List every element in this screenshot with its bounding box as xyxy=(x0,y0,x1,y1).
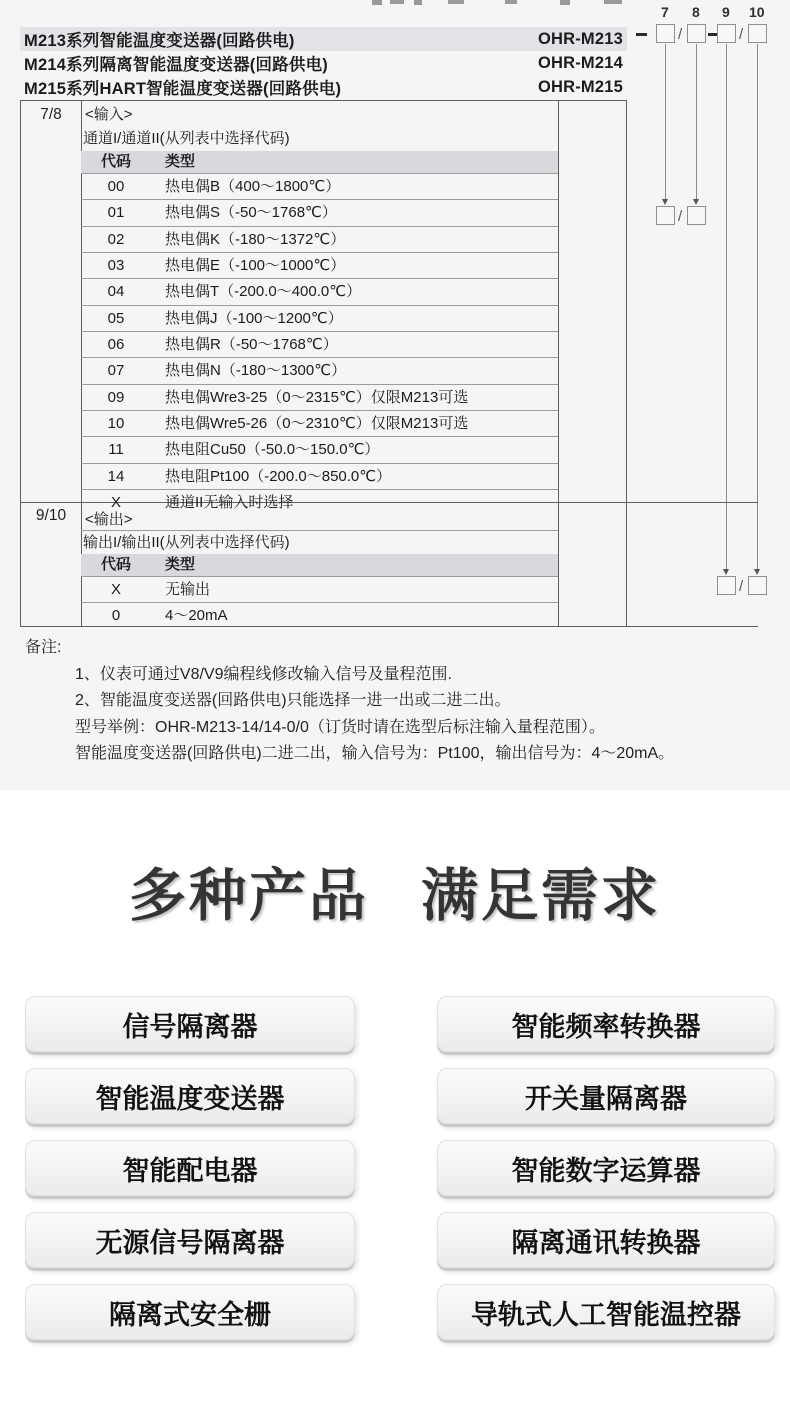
table-row xyxy=(81,463,558,489)
product-row-m215 xyxy=(20,75,627,99)
table-row xyxy=(81,331,558,357)
column-header-code: 代码 xyxy=(100,153,131,170)
promo-title-part2: 满足需求 xyxy=(421,864,661,928)
table-row xyxy=(81,226,558,252)
clipped-text-fragment xyxy=(604,0,622,4)
output-section xyxy=(81,505,558,628)
table-border-vertical xyxy=(626,100,627,627)
note-line: 1、仪表可通过V8/V9编程线修改输入信号及量程范围. xyxy=(75,665,452,683)
table-row xyxy=(81,278,558,304)
code-slash: / xyxy=(678,208,683,225)
product-row-m214 xyxy=(20,51,627,75)
option-type: 热电偶K（-180～1372℃） xyxy=(165,230,346,248)
option-type: 热电偶T（-200.0～400.0℃） xyxy=(165,283,362,301)
clipped-text-fragment xyxy=(505,0,517,4)
notes-heading: 备注: xyxy=(25,639,62,656)
category-button-distributor[interactable]: 智能配电器 xyxy=(25,1140,355,1196)
option-type: 通道II无输入时选择 xyxy=(165,494,294,512)
option-code: 04 xyxy=(107,283,125,301)
table-row xyxy=(81,305,558,331)
note-line: 2、智能温度变送器(回路供电)只能选择一进一出或二进二出。 xyxy=(75,692,511,709)
product-model: OHR-M213 xyxy=(537,29,623,48)
product-model: OHR-M215 xyxy=(537,77,623,96)
option-code: 14 xyxy=(107,467,125,485)
note-line: 型号举例：OHR-M213-14/14-0/0（订货时请在选型后标注输入量程范围）。 xyxy=(75,718,605,736)
position-label-78: 7/8 xyxy=(40,106,62,123)
code-box-10 xyxy=(748,24,767,43)
product-row-m213 xyxy=(20,27,627,51)
category-button-frequency-converter[interactable]: 智能频率转换器 xyxy=(437,996,775,1052)
column-header-type: 类型 xyxy=(165,556,196,573)
option-code: 07 xyxy=(107,362,125,380)
output-section-title: <输出> xyxy=(81,505,558,531)
option-code: 00 xyxy=(107,178,125,195)
option-code: 10 xyxy=(107,415,125,433)
option-type: 热电偶S（-50～1768℃） xyxy=(165,204,337,222)
option-code: 01 xyxy=(107,204,125,222)
option-type: 热电阻Pt100（-200.0～850.0℃） xyxy=(165,467,392,485)
promo-title-part1: 多种产品 xyxy=(129,864,369,928)
selection-table xyxy=(20,100,757,627)
product-model: OHR-M214 xyxy=(537,53,623,72)
option-code: 06 xyxy=(107,336,125,354)
option-type: 热电偶N（-180～1300℃） xyxy=(165,362,347,380)
output-section-subtitle: 输出I/输出II(从列表中选择代码) xyxy=(83,534,290,551)
option-code: X xyxy=(110,581,121,598)
option-code: X xyxy=(110,494,121,512)
table-row xyxy=(81,173,558,199)
product-name: M215系列HART智能温度变送器(回路供电) xyxy=(24,80,342,98)
code-dash xyxy=(636,33,647,36)
option-type: 热电阻Cu50（-50.0～150.0℃） xyxy=(165,441,380,459)
option-code: 09 xyxy=(107,388,125,406)
code-slash: / xyxy=(739,26,744,43)
table-row xyxy=(81,384,558,410)
category-buttons-right xyxy=(437,996,775,1340)
option-type: 4～20mA xyxy=(165,607,228,624)
clipped-text-fragment xyxy=(448,0,464,4)
option-type: 热电偶J（-100～1200℃） xyxy=(165,309,343,327)
clipped-text-fragment xyxy=(560,0,570,5)
code-box-7 xyxy=(656,24,675,43)
code-digit-9: 9 xyxy=(722,4,730,20)
option-type: 热电偶R（-50～1768℃） xyxy=(165,336,338,354)
position-label-910: 9/10 xyxy=(35,507,67,524)
product-name: M214系列隔离智能温度变送器(回路供电) xyxy=(24,56,328,74)
table-row xyxy=(81,357,558,383)
clipped-text-fragment xyxy=(372,0,382,5)
table-row xyxy=(81,252,558,278)
category-button-comm-converter[interactable]: 隔离通讯转换器 xyxy=(437,1212,775,1268)
category-button-rail-temp-controller[interactable]: 导轨式人工智能温控器 xyxy=(437,1284,775,1340)
output-table-header xyxy=(81,554,558,576)
leader-line-10 xyxy=(757,44,758,570)
option-code: 05 xyxy=(107,309,125,327)
code-slash: / xyxy=(678,26,683,43)
input-section-title: <输入> xyxy=(85,106,133,123)
input-section xyxy=(81,100,558,515)
category-button-safety-barrier[interactable]: 隔离式安全栅 xyxy=(25,1284,355,1340)
table-row xyxy=(81,199,558,225)
option-type: 热电偶E（-100～1000℃） xyxy=(165,257,346,275)
table-row xyxy=(81,436,558,462)
option-type: 无输出 xyxy=(165,581,211,598)
category-button-digital-calculator[interactable]: 智能数字运算器 xyxy=(437,1140,775,1196)
table-border-vertical xyxy=(558,100,559,627)
column-header-type: 类型 xyxy=(165,153,196,170)
category-button-temp-transmitter[interactable]: 智能温度变送器 xyxy=(25,1068,355,1124)
code-digit-10: 10 xyxy=(749,4,765,20)
code-box-9 xyxy=(717,24,736,43)
table-row xyxy=(81,576,558,602)
category-button-passive-isolator[interactable]: 无源信号隔离器 xyxy=(25,1212,355,1268)
clipped-text-fragment xyxy=(390,0,404,4)
category-button-switch-isolator[interactable]: 开关量隔离器 xyxy=(437,1068,775,1124)
option-code: 02 xyxy=(107,230,125,248)
product-series-list xyxy=(20,27,627,99)
notes xyxy=(25,635,765,768)
note-line: 智能温度变送器(回路供电)二进二出，输入信号为：Pt100，输出信号为：4～20mA。 xyxy=(75,745,675,762)
column-header-code: 代码 xyxy=(100,556,131,573)
option-type: 热电偶B（400～1800℃） xyxy=(165,178,341,195)
input-section-subtitle: 通道I/通道II(从列表中选择代码) xyxy=(83,130,290,147)
clipped-text-fragment xyxy=(414,0,422,5)
category-buttons-left xyxy=(25,996,355,1340)
code-digit-8: 8 xyxy=(692,4,700,20)
code-slash: / xyxy=(739,578,744,595)
code-digit-7: 7 xyxy=(661,4,669,20)
option-code: 03 xyxy=(107,257,125,275)
table-row xyxy=(81,602,558,628)
option-type: 热电偶Wre5-26（0～2310℃）仅限M213可选 xyxy=(165,415,469,433)
promo-title xyxy=(0,850,790,932)
code-box-8 xyxy=(687,24,706,43)
product-name: M213系列智能温度变送器(回路供电) xyxy=(24,32,295,50)
input-table-header xyxy=(81,151,558,173)
table-row xyxy=(81,410,558,436)
option-code: 11 xyxy=(108,441,124,459)
category-button-signal-isolator[interactable]: 信号隔离器 xyxy=(25,996,355,1052)
code-dash xyxy=(708,33,717,36)
option-code: 0 xyxy=(111,607,121,624)
option-type: 热电偶Wre3-25（0～2315℃）仅限M213可选 xyxy=(165,388,469,406)
